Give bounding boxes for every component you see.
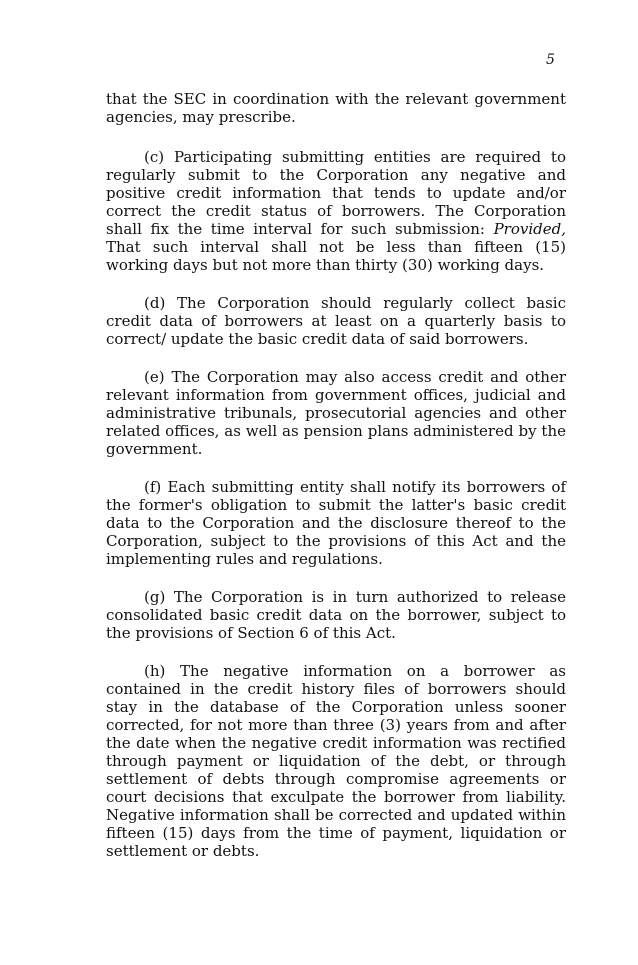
paragraph-continuation: that the SEC in coordination with the relevant government agencies, may prescribe. bbox=[106, 90, 566, 126]
paragraph-c bbox=[106, 148, 566, 274]
paragraph-c-text-after: That such interval shall not be less than fifteen (15) working days but not more than thirty (30) working days. bbox=[106, 238, 566, 274]
paragraph-c-emphasis: Provided, bbox=[493, 220, 566, 238]
paragraph-g: (g) The Corporation is in turn authorized to release consolidated basic credit data on the borrower, subject to the provisions of Section 6 of this Act. bbox=[106, 588, 566, 642]
paragraph-d: (d) The Corporation should regularly collect basic credit data of borrowers at least on a quarterly basis to correct/ update the basic credit data of said borrowers. bbox=[106, 294, 566, 348]
paragraph-f: (f) Each submitting entity shall notify its borrowers of the former's obligation to submit the latter's basic credit data to the Corporation and the disclosure thereof to the Corporation, subject to the provisions of this Act and the implementing rules and regulations. bbox=[106, 478, 566, 568]
paragraph-c-text-before: (c) Participating submitting entities are required to regularly submit to the Corporation any negative and positive credit information that tends to update and/or correct the credit status of borrowers. The Corporation shall fix the time interval for such submission: bbox=[106, 148, 566, 238]
page-number: 5 bbox=[546, 52, 555, 68]
document-body bbox=[106, 90, 566, 880]
paragraph-e: (e) The Corporation may also access credit and other relevant information from government offices, judicial and administrative tribunals, prosecutorial agencies and other related offices, as well as pension plans administered by the government. bbox=[106, 368, 566, 458]
paragraph-h: (h) The negative information on a borrower as contained in the credit history files of borrowers should stay in the database of the Corporation unless sooner corrected, for not more than three (3) years from and after the date when the negative credit information was rectified through payment or liquidation of the debt, or through settlement of debts through compromise agreements or court decisions that exculpate the borrower from liability. Negative information shall be corrected and updated within fifteen (15) days from the time of payment, liquidation or settlement or debts. bbox=[106, 662, 566, 860]
